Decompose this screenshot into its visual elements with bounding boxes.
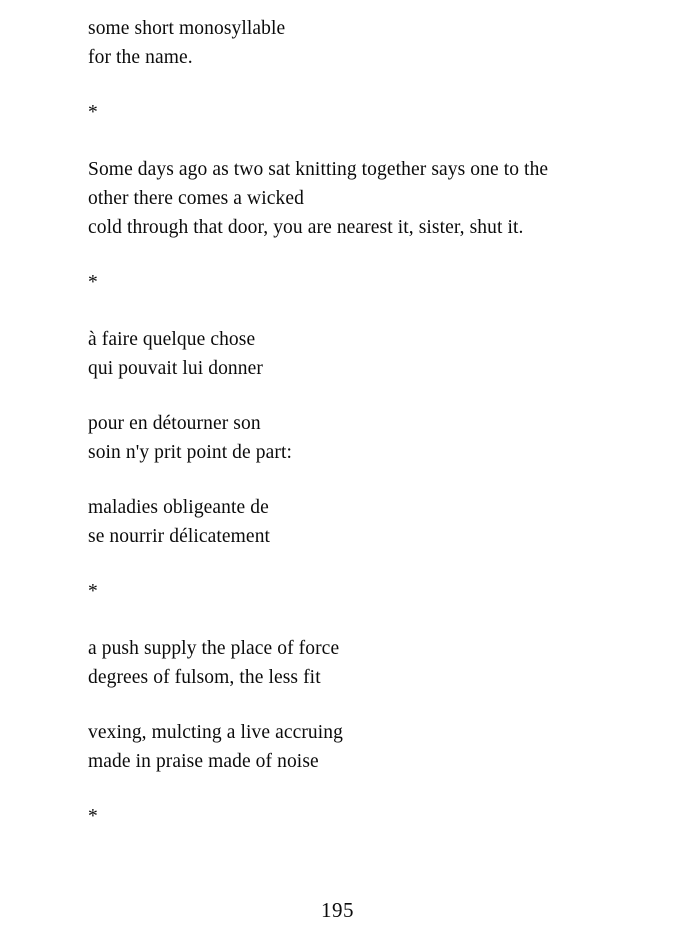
stanza-spacer xyxy=(88,692,628,718)
poem-line: maladies obligeante de xyxy=(88,497,269,518)
poem-body xyxy=(88,0,628,831)
stanza-spacer xyxy=(88,776,628,802)
stanza-spacer xyxy=(88,242,628,268)
stanza-spacer xyxy=(88,383,628,409)
separator-mark: * xyxy=(88,272,98,293)
stanza-spacer xyxy=(88,551,628,577)
poem-line: Some days ago as two sat knitting together says one to the xyxy=(88,159,549,180)
poem-line: qui pouvait lui donner xyxy=(88,358,263,379)
poem-line: cold through that door, you are nearest it, sister, shut it. xyxy=(88,217,524,238)
stanza xyxy=(88,325,628,383)
top-margin-spacer xyxy=(88,0,628,14)
page-number: 195 xyxy=(321,898,354,922)
poem-line: for the name. xyxy=(88,47,193,68)
poem-line: vexing, mulcting a live accruing xyxy=(88,722,343,743)
poem-line: a push supply the place of force xyxy=(88,638,340,659)
poem-line: some short monosyllable xyxy=(88,18,286,39)
stanza xyxy=(88,718,628,776)
stanza-spacer xyxy=(88,72,628,98)
stanza-spacer xyxy=(88,127,628,155)
stanza xyxy=(88,155,628,242)
section-separator xyxy=(88,268,628,297)
section-separator xyxy=(88,577,628,606)
section-separator xyxy=(88,802,628,831)
separator-mark: * xyxy=(88,102,98,123)
section-separator xyxy=(88,98,628,127)
stanza xyxy=(88,634,628,692)
poem-line: soin n'y prit point de part: xyxy=(88,442,292,463)
poem-line: made in praise made of noise xyxy=(88,751,319,772)
stanza-spacer xyxy=(88,297,628,325)
stanza xyxy=(88,14,628,72)
separator-mark: * xyxy=(88,806,98,827)
stanza-spacer xyxy=(88,467,628,493)
stanza xyxy=(88,409,628,467)
poem-line: other there comes a wicked xyxy=(88,188,304,209)
poem-line: degrees of fulsom, the less fit xyxy=(88,667,321,688)
poem-line: se nourrir délicatement xyxy=(88,526,271,547)
separator-mark: * xyxy=(88,581,98,602)
poem-line: à faire quelque chose xyxy=(88,329,256,350)
poem-line: pour en détourner son xyxy=(88,413,261,434)
stanza xyxy=(88,493,628,551)
stanza-spacer xyxy=(88,606,628,634)
